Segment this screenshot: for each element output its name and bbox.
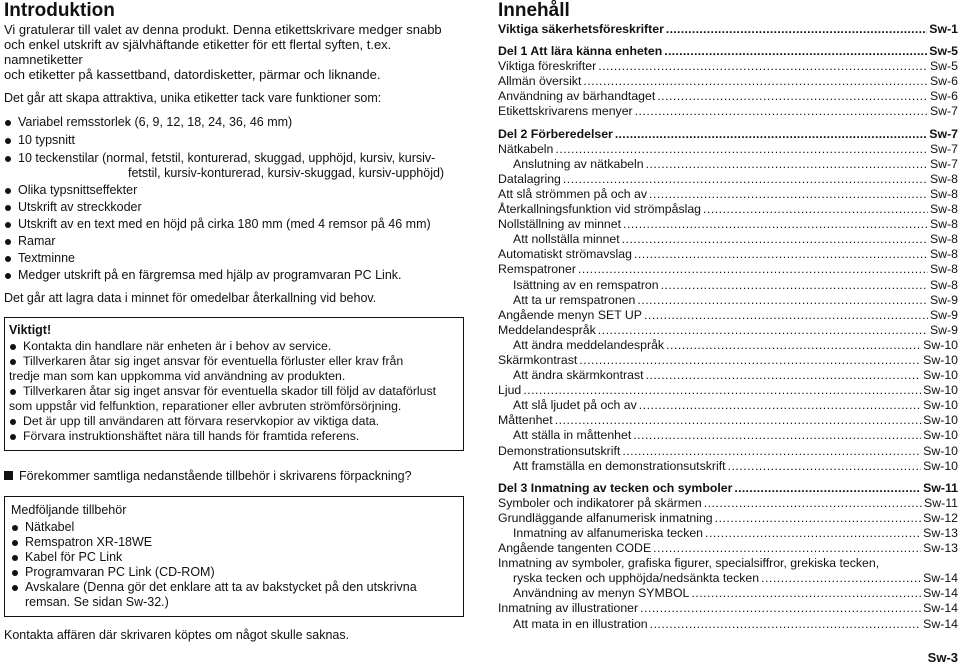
toc-dot-leader [622,444,921,459]
toc-dot-leader [761,571,921,586]
accessory-item: Kabel för PC Link [11,550,457,565]
accessory-item: Remspatron XR-18WE [11,535,457,550]
toc-dot-leader [555,413,921,428]
toc-page-number: Sw-10 [923,383,958,398]
accessory-item: Nätkabel [11,520,457,535]
toc-dot-leader [615,127,927,142]
feature-item-continuation: fetstil, kursiv-konturerad, kursiv-skuggad, kursiv-upphöjd) [128,166,445,180]
toc-dot-leader [622,232,928,247]
toc-entry[interactable] [498,571,958,586]
feature-item: Textminne [4,251,464,266]
toc-entry-label: Att slå strömmen på och av [498,186,647,201]
toc-page-number: Sw-10 [923,368,958,383]
toc-entry-label: Del 3 Inmatning av tecken och symboler [498,480,733,495]
toc-section-gap [498,474,958,481]
toc-entry[interactable] [498,496,958,511]
toc-section-gap [498,120,958,127]
toc-column [498,0,958,632]
important-item: Det är upp till användaren att förvara reservkopior av viktiga data. [9,414,457,429]
toc-page-number: Sw-9 [929,307,958,322]
intro-line: Vi gratulerar till valet av denna produkt. Denna etikettskrivare medger snabb [4,22,442,37]
contact-note: Kontakta affären där skrivaren köptes om något skulle saknas. [4,628,350,642]
toc-page-number: Sw-8 [929,262,958,277]
toc-dot-leader [650,617,921,632]
toc-dot-leader [639,398,921,413]
toc-page-number: Sw-1 [929,22,958,36]
toc-entry-label: Automatiskt strömavslag [498,247,632,262]
toc-dot-leader [657,89,928,104]
toc-page-number: Sw-8 [929,247,958,262]
toc-page-number: Sw-8 [929,232,958,247]
toc-entry-label: Användning av bärhandtaget [498,89,656,104]
toc-entry-label: Demonstrationsutskrift [498,443,621,458]
toc-entry-label: Att slå ljudet på och av [513,398,637,413]
toc-page-number: Sw-8 [929,186,958,201]
toc-entry-label: ryska tecken och upphöjda/nedsänkta tecken [513,571,760,586]
toc-dot-leader [664,44,927,59]
toc-page-number: Sw-9 [929,322,958,337]
toc-entry-label: Etikettskrivarens menyer [498,104,633,119]
toc-entry[interactable] [498,74,958,89]
introduction-column [4,0,464,643]
toc-entry-label: Återkallningsfunktion vid strömpåslag [498,202,702,217]
toc-page-number: Sw-5 [929,59,958,74]
toc-dot-leader [598,59,928,74]
toc-page-number: Sw-10 [923,443,958,458]
toc-dot-leader [623,217,928,232]
toc-page-number: Sw-8 [929,277,958,292]
toc-dot-leader [633,428,921,443]
toc-entry[interactable] [498,202,958,217]
toc-entry[interactable] [498,398,958,413]
toc-entry[interactable] [498,617,958,632]
toc-entry-label: Att mata in en illustration [513,616,648,631]
toc-page-number: Sw-6 [929,89,958,104]
important-item: Tillverkaren åtar sig inget ansvar för eventuella skador till följd av dataförlust som uppstår vid felfunktion, reparationer eller avbruten strömförsörjning. [9,384,457,414]
toc-dot-leader [640,601,921,616]
toc-page-number: Sw-11 [923,480,958,495]
feature-item: Medger utskrift på en färgremsa med hjälp av programvaran PC Link. [4,268,464,283]
important-item: Tillverkaren åtar sig inget ansvar för eventuella förluster eller krav från tredje man som kan uppkomma vid användning av produkten. [9,354,457,384]
important-box [4,317,464,451]
toc-page-number: Sw-13 [923,526,958,540]
toc-page-number: Sw-12 [923,510,958,525]
toc-entry-label: Anslutning av nätkabeln [513,156,644,171]
toc-page-number: Sw-7 [929,156,958,171]
toc-entry[interactable] [498,142,958,157]
toc-entry[interactable] [498,338,958,353]
toc-entry[interactable] [498,601,958,616]
toc-entry-label: Isättning av en remspatron [513,277,659,292]
toc-dot-leader [578,262,928,277]
toc-dot-leader [734,481,921,496]
toc-dot-leader [563,172,928,187]
toc-entry-label: Angående menyn SET UP [498,307,643,322]
important-item: Kontakta din handlare när enheten är i behov av service. [9,339,457,354]
accessories-list [11,520,457,610]
toc-entry-label: Att ändra meddelandespråk [513,337,665,352]
toc-dot-leader [691,586,921,601]
toc-entry[interactable] [498,556,958,571]
toc-dot-leader [653,541,921,556]
toc-entry-label: Att ta ur remspatronen [513,292,636,307]
toc-dot-leader [661,278,928,293]
toc-dot-leader [523,383,921,398]
toc-entry-label: Måttenhet [498,413,553,428]
toc-entry-label: Inmatning av alfanumeriska tecken [513,526,704,540]
toc-dot-leader [555,142,928,157]
toc-page-number: Sw-10 [923,337,958,352]
square-bullet-icon [4,471,13,480]
toc-entry-label: Att ställa in måttenhet [513,428,632,443]
toc-entry-label: Allmän översikt [498,74,582,89]
toc-entry-label: Att framställa en demonstrationsutskrift [513,458,726,473]
toc-dot-leader [637,293,928,308]
toc-chapter-entry[interactable] [498,481,958,496]
toc-section-gap [498,37,958,44]
toc-page-number: Sw-10 [923,352,958,367]
toc-entry-label: Del 2 Förberedelser [498,126,613,141]
feature-list [4,115,464,283]
page-number: Sw-3 [927,650,958,665]
toc-entry[interactable] [498,586,958,601]
toc-entry[interactable] [498,187,958,202]
toc-dot-leader [583,74,928,89]
important-title: Viktigt! [9,323,52,337]
toc-page-number: Sw-13 [923,541,958,556]
toc-entry-label: Nollställning av minnet [498,217,622,232]
toc-dot-leader [666,22,927,37]
toc-entry[interactable] [498,444,958,459]
toc-dot-leader [598,323,928,338]
toc-dot-leader [715,511,921,526]
intro-paragraph [4,22,464,82]
toc-entry-label: Del 1 Att lära känna enheten [498,44,663,59]
toc-dot-leader [646,368,922,383]
accessory-question: Förekommer samtliga nedanstående tillbehör i skrivarens förpackning? [4,469,464,484]
toc-page-number: Sw-6 [929,74,958,89]
toc-entry-label: Meddelandespråk [498,322,596,337]
toc-entry-label: Att nollställa minnet [513,232,620,247]
toc-entry-label: Inmatning av symboler, grafiska figurer, specialsiffror, grekiska tecken, [498,556,880,571]
toc-chapter-entry[interactable] [498,127,958,142]
toc-entry-label: Viktiga säkerhetsföreskrifter [498,22,664,36]
toc-entry[interactable] [498,293,958,308]
toc-entry-label: Användning av menyn SYMBOL [513,586,690,601]
toc-page-number: Sw-14 [923,586,958,601]
toc-entry[interactable] [498,323,958,338]
intro-line: och etiketter på kassettband, datordisketter, pärmar och liknande. [4,67,381,82]
toc-dot-leader [705,526,921,541]
toc-page-number: Sw-8 [929,217,958,232]
memory-note: Det går att lagra data i minnet för omedelbar återkallning vid behov. [4,291,377,305]
toc-entry-label: Grundläggande alfanumerisk inmatning [498,510,713,525]
toc-entry[interactable] [498,413,958,428]
toc-page-number: Sw-8 [929,171,958,186]
toc-entry-label: Inmatning av illustrationer [498,601,639,616]
toc-entry-label: Nätkabeln [498,141,554,156]
accessory-item: Avskalare (Denna gör det enklare att ta av bakstycket på den utskrivna remsan. Se sidan Sw-32.) [11,580,457,610]
important-list [9,339,457,444]
toc-entry[interactable] [498,308,958,323]
accessories-heading: Medföljande tillbehör [11,503,127,517]
toc-dot-leader [579,353,921,368]
toc-entry-label: Symboler och indikatorer på skärmen [498,495,702,510]
feature-item: Utskrift av en text med en höjd på cirka 180 mm (med 4 remsor på 46 mm) [4,217,464,232]
toc-entry[interactable] [498,459,958,474]
feature-item: 10 teckenstilar (normal, fetstil, konturerad, skuggad, upphöjd, kursiv, kursiv- fetstil, kursiv-konturerad, kursiv-skuggad, kursiv-upphöjd) [4,151,464,181]
toc-entry[interactable] [498,262,958,277]
toc-page-number: Sw-10 [923,458,958,473]
feature-item: Variabel remsstorlek (6, 9, 12, 18, 24, 36, 46 mm) [4,115,464,130]
feature-item: 10 typsnitt [4,133,464,148]
toc-page-number: Sw-10 [923,413,958,428]
toc-dot-leader [704,496,922,511]
intro-title: Introduktion [4,0,115,21]
toc-entry[interactable] [498,511,958,526]
toc-page-number: Sw-5 [929,44,958,59]
toc-entry[interactable] [498,59,958,74]
toc-page-number: Sw-8 [929,202,958,217]
toc-dot-leader [635,104,928,119]
feature-item: Ramar [4,234,464,249]
toc-entry-label: Att ändra skärmkontrast [513,368,644,383]
toc-chapter-entry[interactable] [498,44,958,59]
toc-page-number: Sw-14 [923,601,958,616]
toc-page-number: Sw-10 [923,398,958,413]
toc-entry[interactable] [498,157,958,172]
toc-page-number: Sw-14 [923,616,958,631]
toc-list [498,22,958,632]
toc-dot-leader [644,308,928,323]
feature-item: Olika typsnittseffekter [4,183,464,198]
features-lead: Det går att skapa attraktiva, unika etiketter tack vare funktioner som: [4,91,382,105]
toc-page-number: Sw-7 [929,126,958,141]
toc-title: Innehåll [498,0,570,21]
toc-page-number: Sw-10 [923,428,958,443]
toc-entry[interactable] [498,232,958,247]
toc-dot-leader [666,338,921,353]
toc-page-number: Sw-14 [923,571,958,586]
toc-entry[interactable] [498,104,958,119]
toc-entry[interactable] [498,541,958,556]
toc-page-number: Sw-7 [929,104,958,119]
toc-entry-label: Remspatroner [498,262,576,277]
toc-dot-leader [646,157,928,172]
toc-page-number: Sw-11 [924,495,958,510]
important-item: Förvara instruktionshäftet nära till hands för framtida referens. [9,429,457,444]
intro-line: och enkel utskrift av självhäftande etiketter för ett flertal syften, t.ex. namnetiketter [4,37,392,67]
toc-page-number: Sw-9 [929,292,958,307]
accessories-box [4,496,464,617]
feature-item: Utskrift av streckkoder [4,200,464,215]
toc-entry-label: Skärmkontrast [498,352,578,367]
toc-entry[interactable] [498,368,958,383]
accessory-item: Programvaran PC Link (CD-ROM) [11,565,457,580]
toc-entry[interactable] [498,89,958,104]
toc-dot-leader [728,459,922,474]
toc-entry[interactable] [498,278,958,293]
toc-page-number: Sw-7 [929,141,958,156]
toc-entry-label: Datalagring [498,171,561,186]
toc-chapter-entry[interactable] [498,22,958,37]
toc-entry-label: Viktiga föreskrifter [498,59,597,74]
toc-entry-label: Ljud [498,383,522,398]
toc-entry[interactable] [498,247,958,262]
toc-dot-leader [649,187,928,202]
toc-entry[interactable] [498,353,958,368]
toc-entry[interactable] [498,383,958,398]
toc-dot-leader [634,247,928,262]
toc-entry[interactable] [498,526,958,541]
toc-entry[interactable] [498,217,958,232]
toc-entry[interactable] [498,172,958,187]
toc-entry-label: Angående tangenten CODE [498,541,652,556]
toc-entry[interactable] [498,428,958,443]
toc-dot-leader [703,202,928,217]
